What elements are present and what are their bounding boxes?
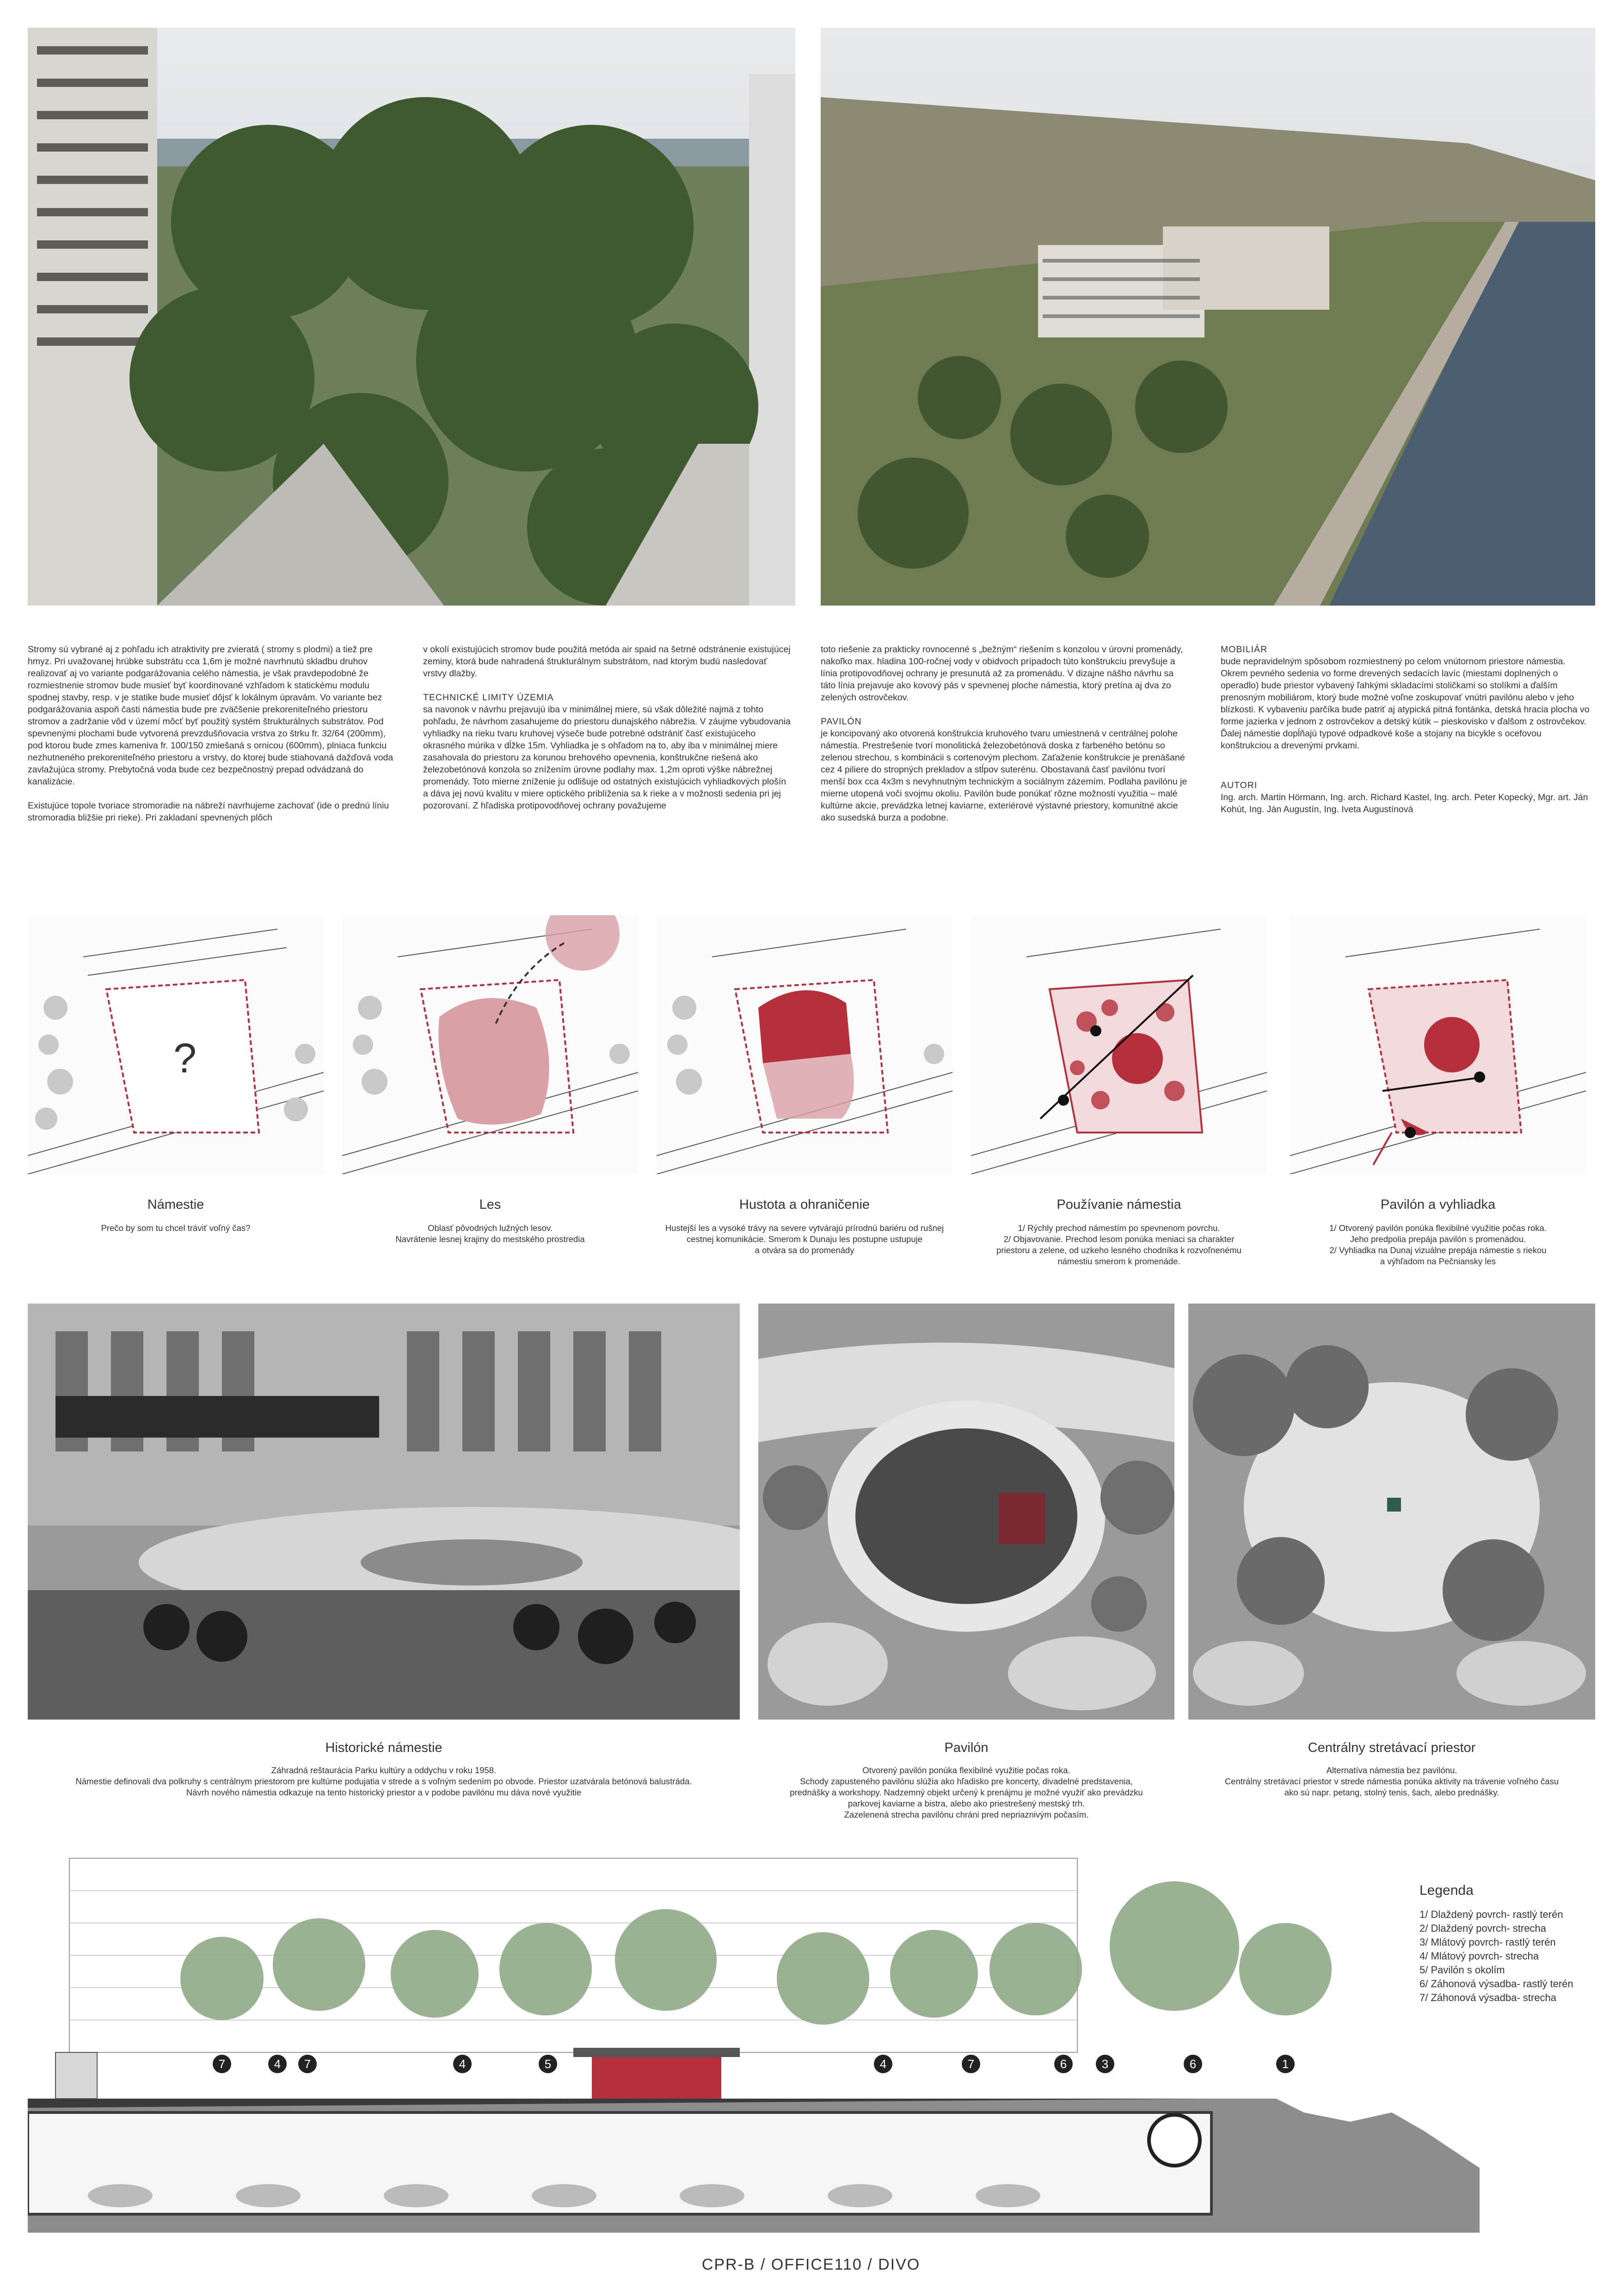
- svg-text:6: 6: [1060, 2057, 1067, 2071]
- section-heading: TECHNICKÉ LIMITY ÚZEMIA: [423, 692, 554, 703]
- park-aerial-photo: [28, 28, 795, 606]
- svg-text:7: 7: [967, 2057, 975, 2071]
- diagram-pavilon-vyhliadka: [1290, 915, 1586, 1174]
- diagram-caption: Prečo by som tu chcel tráviť voľný čas?: [101, 1223, 251, 1233]
- diagram-namestie: [28, 915, 324, 1174]
- section-heading: AUTORI: [1221, 780, 1258, 790]
- paragraph: Existujúce topole tvoriace stromoradie na nábreží navrhujeme zachovať (ide o prednú líniu stromoradia bližšie pri rieke). Pri zakladaní spevnených plôch: [28, 801, 389, 823]
- section-marker: [1276, 2055, 1295, 2073]
- legend-item: 4/ Mlátový povrch- strecha: [1419, 1950, 1539, 1962]
- text-column-3: [821, 643, 1191, 836]
- riverfront-aerial-photo: [821, 28, 1595, 606]
- diagram-title: Hustota a ohraničenie: [739, 1197, 870, 1212]
- pavilion-plan: [758, 1304, 1174, 1720]
- paragraph: Stromy sú vybrané aj z pohľadu ich atraktivity pre zvieratá ( stromy s plodmi) a tiež pre hmyz. Pri uvažovanej hrúbke substrátu cca 1,6m je možné navrhnutú skladbu druhov realizovať aj vo variante podgarážovania celého námestia, je však pravdepodobné že rozmiestnenie stromov bude musieť byť koordinované vzhľadom k statickému modulu spodnej stavby, resp. v je statike bude musieť dôjsť k lokálnym úpravám. Vo variante bez podgarážovania aspoň časti námestia bude pre zväčšenie prekoreniteľného priestoru stromov a zadržanie vôd v území môcť byť použitý systém štrukturálnych substrátov. Pod spevnenými plochami bude vytvorená prevzdušňovacia vrstva zo štrku fr. 32/64 (200mm), pod ktorou bude zmes kameniva fr. 100/150 zmiešaná s ornicou (600mm), plniaca funkciu nezhutneného prekoreniteľného priestoru a vrstvy, do ktorej bude stiahovaná dažďová voda zavlažujúca stromy. Prebytočná voda bude cez bezpečnostný prepad odvádzaná do kanalizácie.: [28, 644, 393, 787]
- diagram-caption: 1/ Otvorený pavilón ponúka flexibilné využitie počas roka. Jeho predpolia prepája pavilón s promenádou. 2/ Vyhliadka na Dunaj vizuálne prepája námestie s riekou a výhľadom na Pečniansky les: [1329, 1223, 1547, 1266]
- diagram-caption: 1/ Rýchly prechod námestím po spevnenom povrchu. 2/ Objavovanie. Prechod lesom ponúka meniaci sa charakter priestoru a zelene, od uzkeho lesného chodníka k rozvoľnenému námestiu smerom k promenáde.: [996, 1223, 1241, 1266]
- diagram-title: Námestie: [147, 1197, 204, 1212]
- section-marker: [1184, 2055, 1202, 2073]
- paragraph: toto riešenie za prakticky rovnocenné s „bežným“ riešením s konzolou v úrovni promenády, nakoľko max. hladina 100-ročnej vody v obidvoch prípadoch túto konštrukciu prevyšuje a línia protipovodňovej ochrany je presunutá až za promenádu. V dizajne nášho návrhu sa táto línia prejavuje ako kovový pás v spevnenej ploche námestia, ktorý pretína aj dva zo zelených ostrovčekov.: [821, 644, 1183, 703]
- panel-caption: Otvorený pavilón ponúka flexibilné využitie počas roka. Schody zapusteného pavilónu slúžia ako hľadisko pre koncerty, divadelné predstavenia, prednášky a workshopy. Nadzemný objekt určený k prenájmu je možné využiť ako prevádzku parkovej kaviarne a bistra, alebo ako priestrešený mestský trh. Zazelenená strecha pavilónu chráni pred nepriaznivým počasím.: [790, 1765, 1143, 1819]
- diagram-caption: Hustejší les a vysoké trávy na severe vytvárajú prírodnú bariéru od rušnej cestnej komunikácie. Smerom k Dunaju les postupne ustupuje a otvára sa do promenády: [665, 1223, 944, 1255]
- svg-text:7: 7: [218, 2057, 226, 2071]
- diagram-title: Pavilón a vyhliadka: [1380, 1197, 1496, 1212]
- svg-text:5: 5: [544, 2057, 552, 2071]
- panel-caption: Záhradná reštaurácia Parku kultúry a oddychu v roku 1958. Námestie definovali dva polkruhy s centrálnym priestorom pre kultúrne podujatia v strede a s voľným sedením po obvode. Priestor uzatvárala betónová balustráda. Návrh nového námestia odkazuje na tento historický priestor a v podobe pavilónu mu dáva nové využitie: [75, 1765, 692, 1797]
- diagram-title: Les: [479, 1197, 501, 1212]
- section-marker: [453, 2055, 472, 2073]
- section-marker: [213, 2055, 231, 2073]
- diagram-caption: Oblasť pôvodných lužných lesov. Navrátenie lesnej krajiny do mestského prostredia: [395, 1223, 585, 1244]
- legend-item: 6/ Záhonová výsadba- rastlý terén: [1419, 1978, 1573, 1990]
- legend-item: 1/ Dlaždený povrch- rastlý terén: [1419, 1909, 1563, 1920]
- panel-caption: Alternatíva námestia bez pavilónu. Centrálny stretávací priestor v strede námestia ponúka aktivity na trávenie voľného času ako sú napr. petang, stolný tenis, šach, alebo prednášky.: [1224, 1765, 1559, 1797]
- text-column-1: [28, 643, 398, 836]
- paragraph: sa navonok v návrhu prejavujú iba v minimálnej miere, sú však dôležité najmä z tohto pohľadu, že návrhom zasahujeme do priestoru dunajského nábrežia. V záujme vybudovania vyhliadky na rieku tvaru kruhovej výseče bude potrebné odstrániť časť existujúceho okrasného múrika v dĺžke 15m. Vyhliadka je s ohľadom na to, aby iba v minimálnej miere zasahovala do priestoru za korunou brehového opevnenia, konštrukčne riešená ako železobetónová konzola so znížením úrovne podlahy max. 1,2m oproti výške nábrežnej promenády. Toto mierne zníženie ju odlišuje od ostatných existujúcich vyhliadkových plošín a dáva jej novú kvalitu v miere optického priblíženia sa k rieke a v možnosti sedenia pri jej pozorovaní. Z hľadiska protipovodňovej ochrany považujeme: [423, 704, 791, 811]
- paragraph: Ing. arch. Martin Hörmann, Ing. arch. Richard Kastel, Ing. arch. Peter Kopecký, Mgr. art. Ján Kohút, Ing. Ján Augustín, Ing. Iveta Augustínová: [1221, 792, 1588, 814]
- panel-title: Historické námestie: [325, 1740, 442, 1755]
- svg-text:4: 4: [879, 2057, 887, 2071]
- text-column-2: [423, 643, 793, 824]
- section-heading: MOBILIÁR: [1221, 644, 1268, 655]
- legend-item: 3/ Mlátový povrch- rastlý terén: [1419, 1936, 1556, 1948]
- paragraph: je koncipovaný ako otvorená konštrukcia kruhového tvaru umiestnená v centrálnej polohe námestia. Prestrešenie tvorí monolitická železobetónová doska z farbeného betónu so zelenou strechou, s kombinácii s cortenovým plechom. Zaťaženie konštrukcie je prenášané cez 4 piliere do stropných prekladov a stĺpov suterénu. Obostavaná časť pavilónu tvorí menší box cca 4x3m s nevyhnutným technickým a sociálnym zázemím. Podlaha pavilónu je mierne utopená voči svojmu okoliu. Pavilón bude ponúkať rôzne možnosti využitia – malé kultúrne akcie, prevádzka letnej kaviarne, exteriérové výstavné priestory, komunitné akcie ako susedská burza a podobne.: [821, 729, 1187, 823]
- section-marker: [1054, 2055, 1073, 2073]
- section-marker: [962, 2055, 980, 2073]
- section-marker: [874, 2055, 892, 2073]
- section-marker: [298, 2055, 317, 2073]
- text-column-4: [1221, 643, 1591, 827]
- panel-title: Centrálny stretávací priestor: [1308, 1740, 1476, 1755]
- diagram-les: [342, 915, 638, 1174]
- diagram-hustota: [657, 915, 952, 1174]
- legend: [1419, 1884, 1604, 2005]
- paragraph: bude nepravidelným spôsobom rozmiestnený po celom vnútornom priestore námestia. Okrem pevného sedenia vo forme drevených sedacích lavíc (miestami doplnených o operadlo) bude priestor vybavený ľahkými skladacími stoličkami so stolíkmi a ďalším prenosným mobiliárom, ktorý bude možné voľne zoskupovať vnútri pavilónu alebo v jeho blízkosti. K vybaveniu parčíka bude patriť aj atypická pitná fontánka, detská hracia plocha vo forme jazierka v jednom z ostrovčekov a detský kútik – pieskovisko v ďalšom z ostrovčekov. Ďalej námestie dopĺňajú typové odpadkové koše a stojany na bicykle s ocefovou konštrukciou a drevenými prvkami.: [1221, 656, 1590, 751]
- legend-title: Legenda: [1419, 1883, 1474, 1898]
- svg-text:3: 3: [1101, 2057, 1109, 2071]
- svg-text:6: 6: [1189, 2057, 1197, 2071]
- legend-item: 2/ Dlaždený povrch- strecha: [1419, 1923, 1546, 1934]
- svg-text:7: 7: [304, 2057, 311, 2071]
- diagram-title: Používanie námestia: [1057, 1197, 1181, 1212]
- section-marker: [1096, 2055, 1114, 2073]
- svg-text:4: 4: [459, 2057, 466, 2071]
- diagram-pouzivanie: [971, 915, 1267, 1174]
- question-mark: ?: [173, 1035, 197, 1082]
- section-heading: PAVILÓN: [821, 716, 862, 727]
- legend-item: 5/ Pavilón s okolím: [1419, 1964, 1505, 1976]
- central-meeting-plan: [1188, 1304, 1595, 1720]
- paragraph: v okolí existujúcich stromov bude použitá metóda air spaid na šetrné odstránenie existujúcej zeminy, ktorá bude nahradená štrukturálnym substrátom, nad ktorým budú nasledovať vrstvy dlažby.: [423, 644, 791, 679]
- svg-text:4: 4: [274, 2057, 281, 2071]
- svg-text:1: 1: [1282, 2057, 1289, 2071]
- section-marker: [539, 2055, 557, 2073]
- legend-item: 7/ Záhonová výsadba- strecha: [1419, 1992, 1556, 2003]
- panel-title: Pavilón: [944, 1740, 989, 1755]
- footer-credit: CPR-B / OFFICE110 / DIVO: [701, 2256, 921, 2273]
- historic-photo: [28, 1304, 740, 1720]
- section-marker: [268, 2055, 287, 2073]
- cross-section-drawing: [28, 1854, 1480, 2233]
